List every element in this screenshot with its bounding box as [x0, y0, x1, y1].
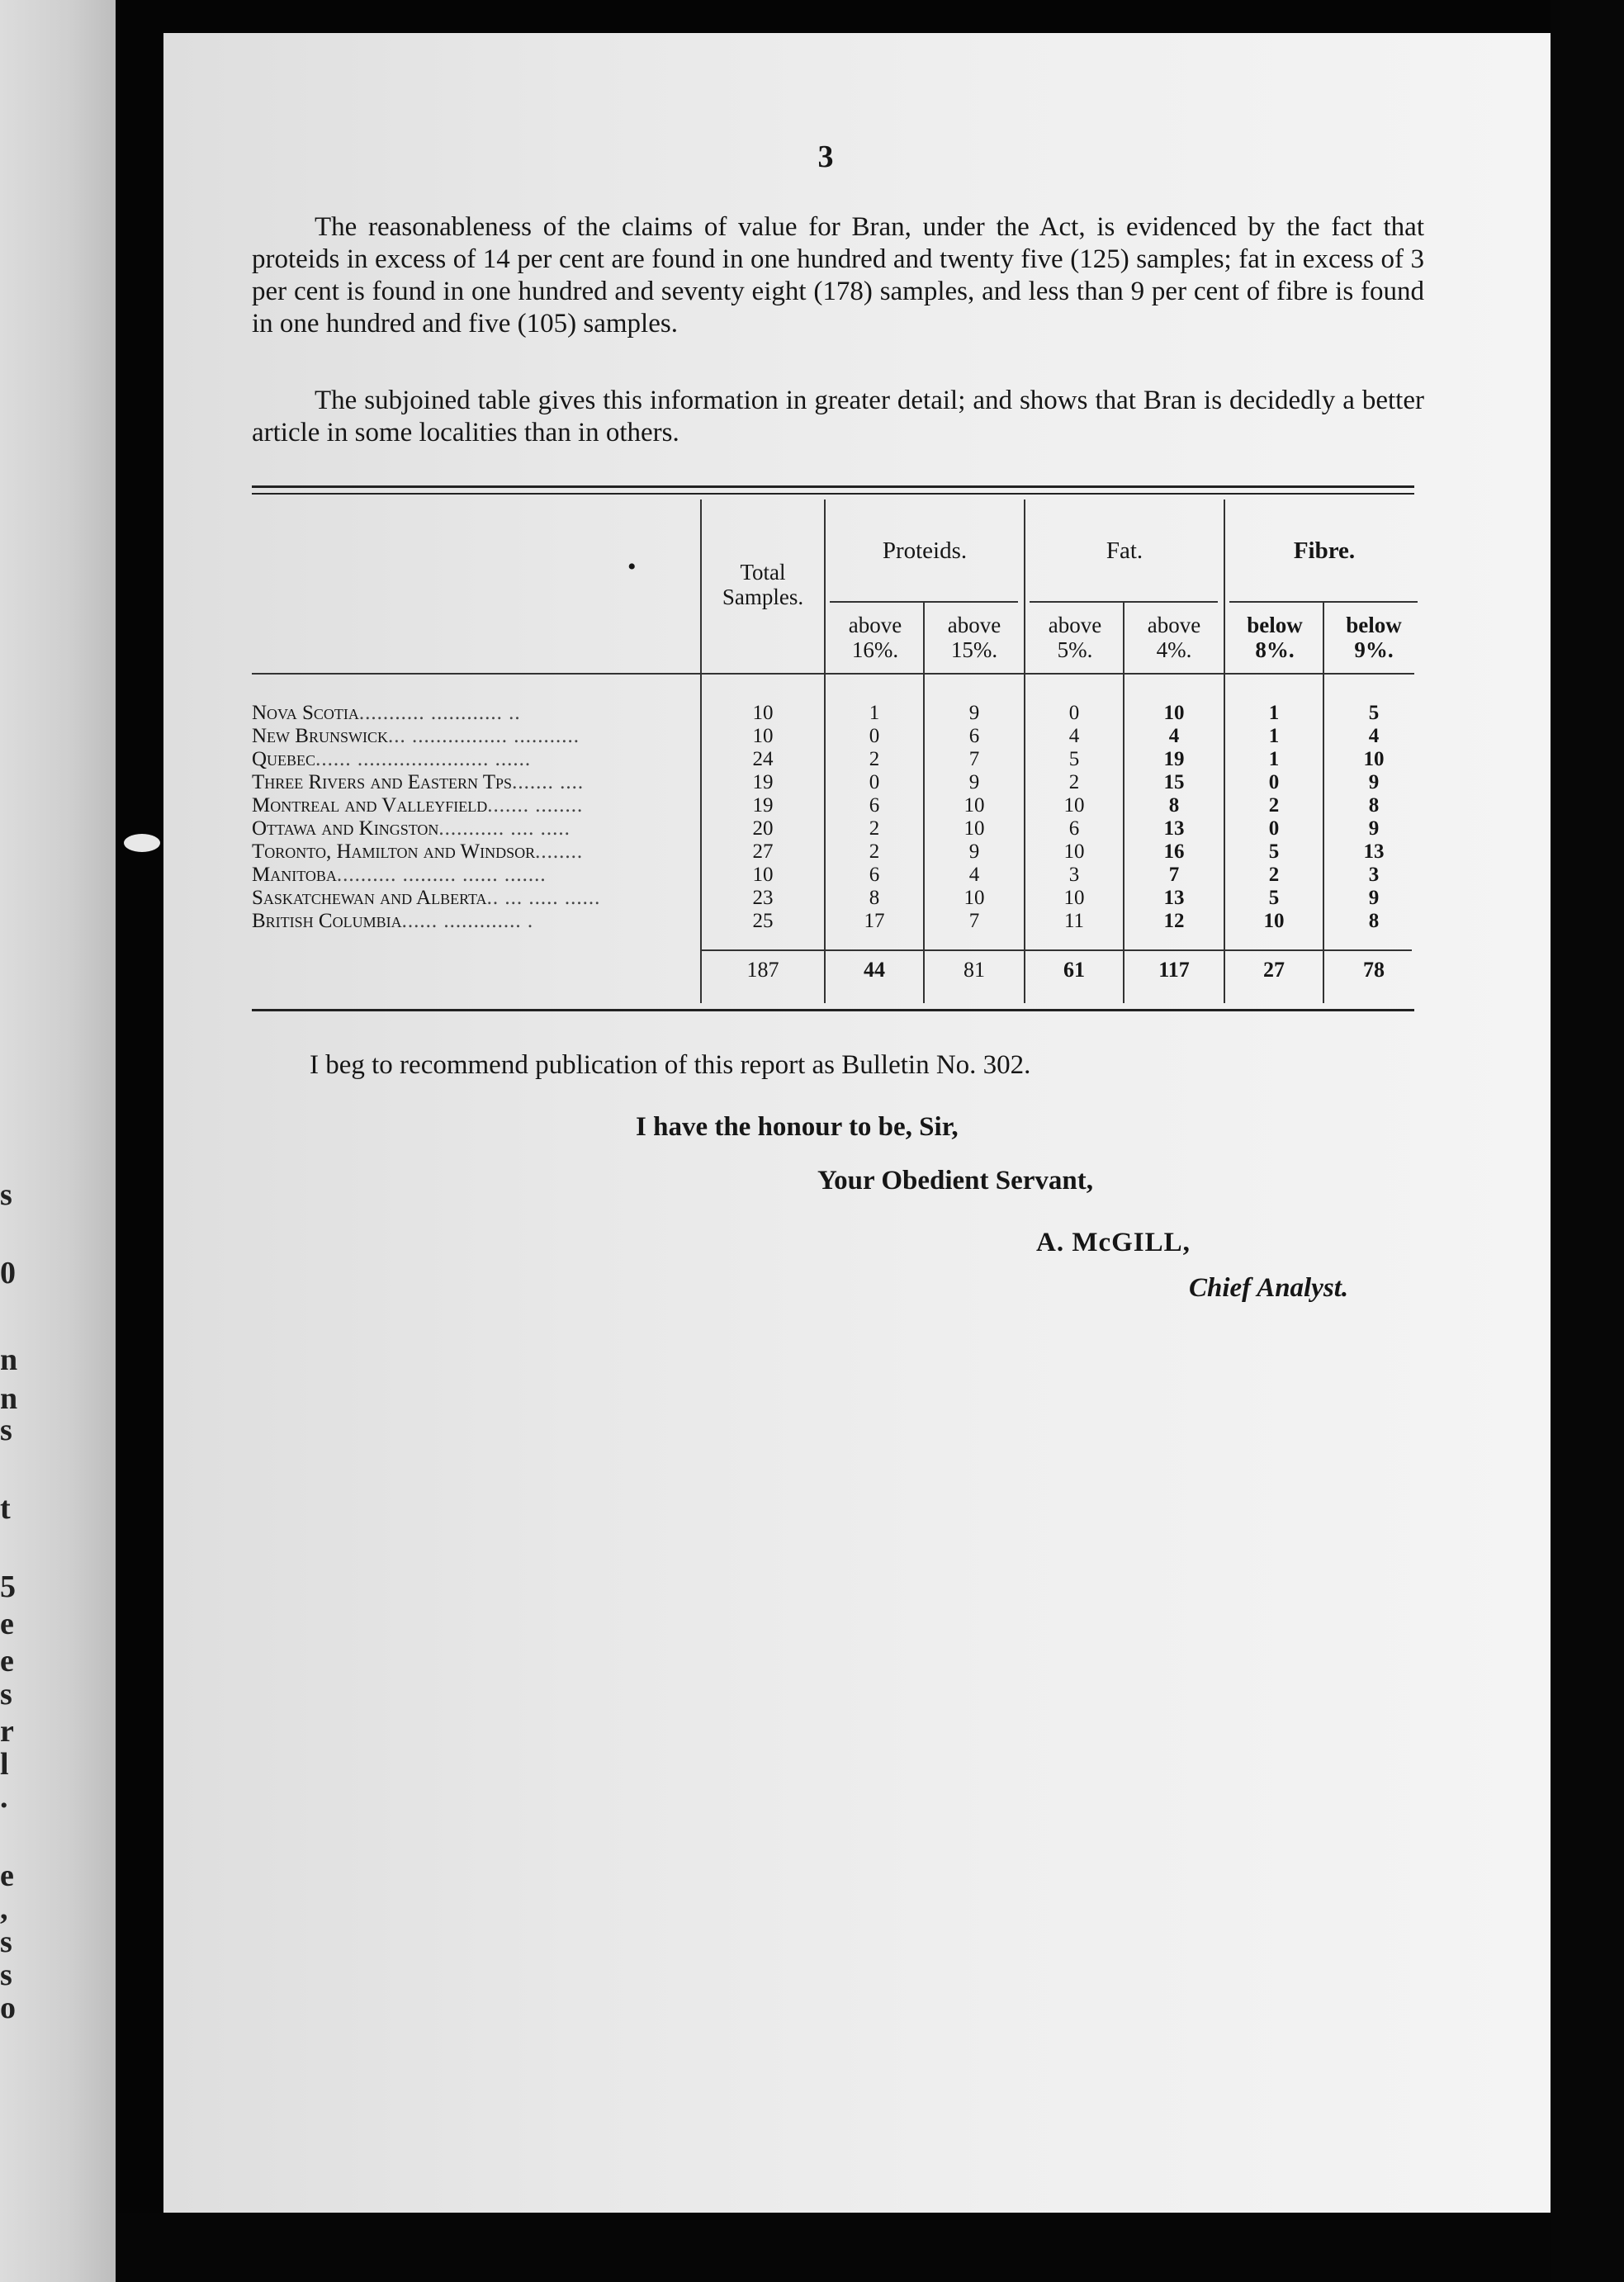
margin-glyph: t [0, 1491, 11, 1526]
table-cell: 0 [1068, 702, 1080, 724]
table-cell: 10 [964, 817, 985, 840]
table-cell: 8 [1368, 910, 1380, 932]
leader-dots: ........ [535, 840, 584, 863]
table-cell: 10 [752, 864, 774, 886]
table-cell: 16 [1163, 840, 1185, 863]
table-row-label [252, 771, 698, 794]
total-fibre-8: 27 [1263, 958, 1285, 982]
table-cell: 1 [1268, 702, 1280, 724]
table-cell: 0 [1268, 817, 1280, 840]
margin-glyph: 0 [0, 1256, 16, 1290]
table-cell: 10 [1063, 794, 1085, 817]
table-cell: 17 [864, 910, 885, 932]
table-cell: 0 [1268, 771, 1280, 793]
signer-title: Chief Analyst. [1189, 1273, 1349, 1303]
table-cell: 19 [752, 771, 774, 793]
subheader-above-5: above 5%. [1048, 613, 1102, 662]
total-fibre-9: 78 [1363, 958, 1385, 982]
leader-dots: ........... ............ .. [358, 702, 521, 724]
scan-border-top [116, 0, 1624, 33]
margin-glyph: . [0, 1780, 8, 1815]
margin-glyph: r [0, 1714, 14, 1749]
column-divider [1224, 499, 1225, 1003]
column-divider [923, 603, 925, 1003]
table-cell: 6 [869, 794, 880, 817]
body-paragraph-claims: The reasonableness of the claims of value for Bran, under the Act, is evidenced by the fact that proteids in excess of 14 per cent are found in one hundred and twenty five (125) samples; fat in excess of 3 per cent is found in one hundred and seventy eight (178) samples, and less than 9 per cent of fibre is found in one hundred and five (105) samples. [252, 212, 1424, 339]
table-cell: 19 [1163, 748, 1185, 770]
column-fibre-below-9 [1326, 702, 1422, 933]
table-cell: 13 [1163, 817, 1185, 840]
table-cell: 2 [1068, 771, 1080, 793]
group-underline-fibre [1229, 601, 1418, 603]
column-fat-above-5 [1027, 702, 1121, 933]
table-cell: 10 [1063, 840, 1085, 863]
table-row-label [252, 910, 698, 933]
leader-dots: ...... ............. . [401, 910, 534, 932]
table-cell: 10 [752, 702, 774, 724]
group-underline-fat [1030, 601, 1218, 603]
margin-glyph: e [0, 1607, 14, 1641]
header-fibre: Fibre. [1293, 537, 1356, 564]
table-cell: 3 [1068, 864, 1080, 886]
region-name: Ottawa and Kingston [252, 817, 439, 840]
table-row-label [252, 817, 698, 840]
table-cell: 10 [964, 887, 985, 909]
margin-glyph: s [0, 1925, 12, 1959]
table-cell: 5 [1268, 840, 1280, 863]
table-cell: 6 [1068, 817, 1080, 840]
leader-dots: ... ................ ........... [387, 725, 580, 747]
table-cell: 10 [1363, 748, 1385, 770]
column-proteids-above-16 [827, 702, 921, 933]
table-cell: 9 [968, 840, 980, 863]
totals-rule [700, 949, 1412, 951]
total-samples-sum: 187 [746, 958, 779, 982]
leader-dots: ........... .... ..... [438, 817, 571, 840]
table-cell: 0 [869, 725, 880, 747]
leader-dots: .......... ......... ...... ....... [336, 864, 547, 886]
margin-glyph: l [0, 1747, 9, 1782]
header-proteids: Proteids. [882, 537, 968, 564]
leader-dots: ....... .... [512, 771, 585, 793]
margin-glyph: s [0, 1958, 12, 1992]
table-rule-top [252, 485, 1414, 488]
recommendation-line: I beg to recommend publication of this report as Bulletin No. 302. [310, 1050, 1031, 1080]
total-proteids-15: 81 [964, 958, 985, 982]
margin-glyph: s [0, 1413, 12, 1447]
table-cell: 13 [1163, 887, 1185, 909]
table-cell: 5 [1268, 887, 1280, 909]
table-cell: 2 [1268, 864, 1280, 886]
total-fat-5: 61 [1063, 958, 1085, 982]
table-cell: 8 [1368, 794, 1380, 817]
table-cell: 12 [1163, 910, 1185, 932]
table-cell: 10 [752, 725, 774, 747]
table-cell: 10 [1263, 910, 1285, 932]
total-fat-4: 117 [1158, 958, 1190, 982]
table-row-label [252, 725, 698, 748]
header-bullet-mark: • [627, 553, 637, 580]
region-name: Montreal and Valleyfield [252, 794, 488, 817]
table-cell: 27 [752, 840, 774, 863]
column-fibre-below-8 [1227, 702, 1321, 933]
header-total-samples: Total Samples. [722, 560, 804, 609]
table-cell: 10 [964, 794, 985, 817]
region-name: Three Rivers and Eastern Tps [252, 771, 513, 793]
table-cell: 10 [1163, 702, 1185, 724]
margin-glyph: n [0, 1381, 18, 1416]
table-cell: 11 [1063, 910, 1085, 932]
table-cell: 2 [869, 817, 880, 840]
column-divider [1123, 603, 1124, 1003]
facing-page-glyphs [0, 0, 20, 2282]
table-cell: 15 [1163, 771, 1185, 793]
table-cell: 7 [968, 910, 980, 932]
servant-line: Your Obedient Servant, [817, 1166, 1093, 1195]
subheader-above-4: above 4%. [1147, 613, 1201, 662]
table-cell: 9 [968, 771, 980, 793]
region-name: Saskatchewan and Alberta [252, 887, 487, 909]
region-name: New Brunswick [252, 725, 388, 747]
scan-border-bottom [116, 2213, 1624, 2282]
margin-glyph: e [0, 1644, 14, 1678]
table-row-label [252, 887, 698, 910]
subheader-above-16: above 16%. [848, 613, 902, 662]
table-cell: 2 [1268, 794, 1280, 817]
table-cell: 4 [1068, 725, 1080, 747]
table-cell: 5 [1368, 702, 1380, 724]
body-paragraph-table-intro: The subjoined table gives this information in greater detail; and shows that Bran is decidedly a better article in some localities than in others. [252, 386, 1424, 447]
table-row-label [252, 794, 698, 817]
column-proteids-above-15 [926, 702, 1022, 933]
table-cell: 25 [752, 910, 774, 932]
table-rule-top-inner [252, 493, 1414, 495]
column-divider [824, 499, 826, 1003]
table-cell: 9 [1368, 817, 1380, 840]
scan-blemish [124, 834, 160, 852]
table-cell: 20 [752, 817, 774, 840]
table-cell: 23 [752, 887, 774, 909]
table-cell: 24 [752, 748, 774, 770]
total-proteids-16: 44 [864, 958, 885, 982]
table-cell: 4 [1368, 725, 1380, 747]
margin-glyph: e [0, 1858, 14, 1893]
column-divider [1323, 603, 1324, 1003]
table-cell: 9 [968, 702, 980, 724]
region-name: British Columbia [252, 910, 402, 932]
region-name: Manitoba [252, 864, 337, 886]
table-cell: 19 [752, 794, 774, 817]
column-total-samples [703, 702, 822, 933]
table-cell: 4 [968, 864, 980, 886]
table-cell: 2 [869, 840, 880, 863]
table-cell: 9 [1368, 887, 1380, 909]
subheader-below-9: below 9%. [1346, 613, 1402, 662]
table-cell: 2 [869, 748, 880, 770]
margin-glyph: , [0, 1891, 8, 1926]
table-cell: 3 [1368, 864, 1380, 886]
table-cell: 8 [869, 887, 880, 909]
margin-glyph: 5 [0, 1569, 16, 1604]
region-list [252, 702, 698, 933]
table-row-label [252, 702, 698, 725]
column-fat-above-4 [1126, 702, 1222, 933]
margin-glyph: n [0, 1342, 18, 1377]
table-cell: 1 [1268, 748, 1280, 770]
header-fat: Fat. [1106, 537, 1143, 564]
table-cell: 7 [1168, 864, 1180, 886]
column-divider [700, 499, 702, 1003]
table-cell: 9 [1368, 771, 1380, 793]
column-divider [1024, 499, 1025, 1003]
margin-glyph: s [0, 1177, 12, 1212]
table-cell: 7 [968, 748, 980, 770]
table-row-label [252, 864, 698, 887]
table-cell: 1 [1268, 725, 1280, 747]
table-row-label [252, 748, 698, 771]
leader-dots: .. ... ..... ...... [486, 887, 601, 909]
subheader-below-8: below 8%. [1247, 613, 1303, 662]
scan-border-right [1551, 0, 1624, 2282]
table-cell: 0 [869, 771, 880, 793]
table-cell: 1 [869, 702, 880, 724]
leader-dots: ...... ...................... ...... [315, 748, 532, 770]
table-rule-bottom [252, 1009, 1414, 1011]
region-name: Nova Scotia [252, 702, 359, 724]
honour-line: I have the honour to be, Sir, [636, 1112, 959, 1142]
binding-spine [116, 33, 163, 2246]
table-cell: 4 [1168, 725, 1180, 747]
margin-glyph: s [0, 1677, 12, 1712]
table-row-label [252, 840, 698, 864]
table-cell: 6 [968, 725, 980, 747]
table-cell: 6 [869, 864, 880, 886]
table-cell: 13 [1363, 840, 1385, 863]
header-rule [252, 673, 1414, 675]
table-cell: 8 [1168, 794, 1180, 817]
table-cell: 5 [1068, 748, 1080, 770]
group-underline-proteids [830, 601, 1018, 603]
region-name: Toronto, Hamilton and Windsor [252, 840, 536, 863]
table-cell: 10 [1063, 887, 1085, 909]
subheader-above-15: above 15%. [947, 613, 1001, 662]
signer-name: A. McGILL, [1036, 1228, 1191, 1257]
margin-glyph: o [0, 1991, 16, 2025]
leader-dots: ....... ........ [487, 794, 584, 817]
facing-page-edge [0, 0, 116, 2282]
region-name: Quebec [252, 748, 316, 770]
page-number: 3 [817, 140, 834, 174]
